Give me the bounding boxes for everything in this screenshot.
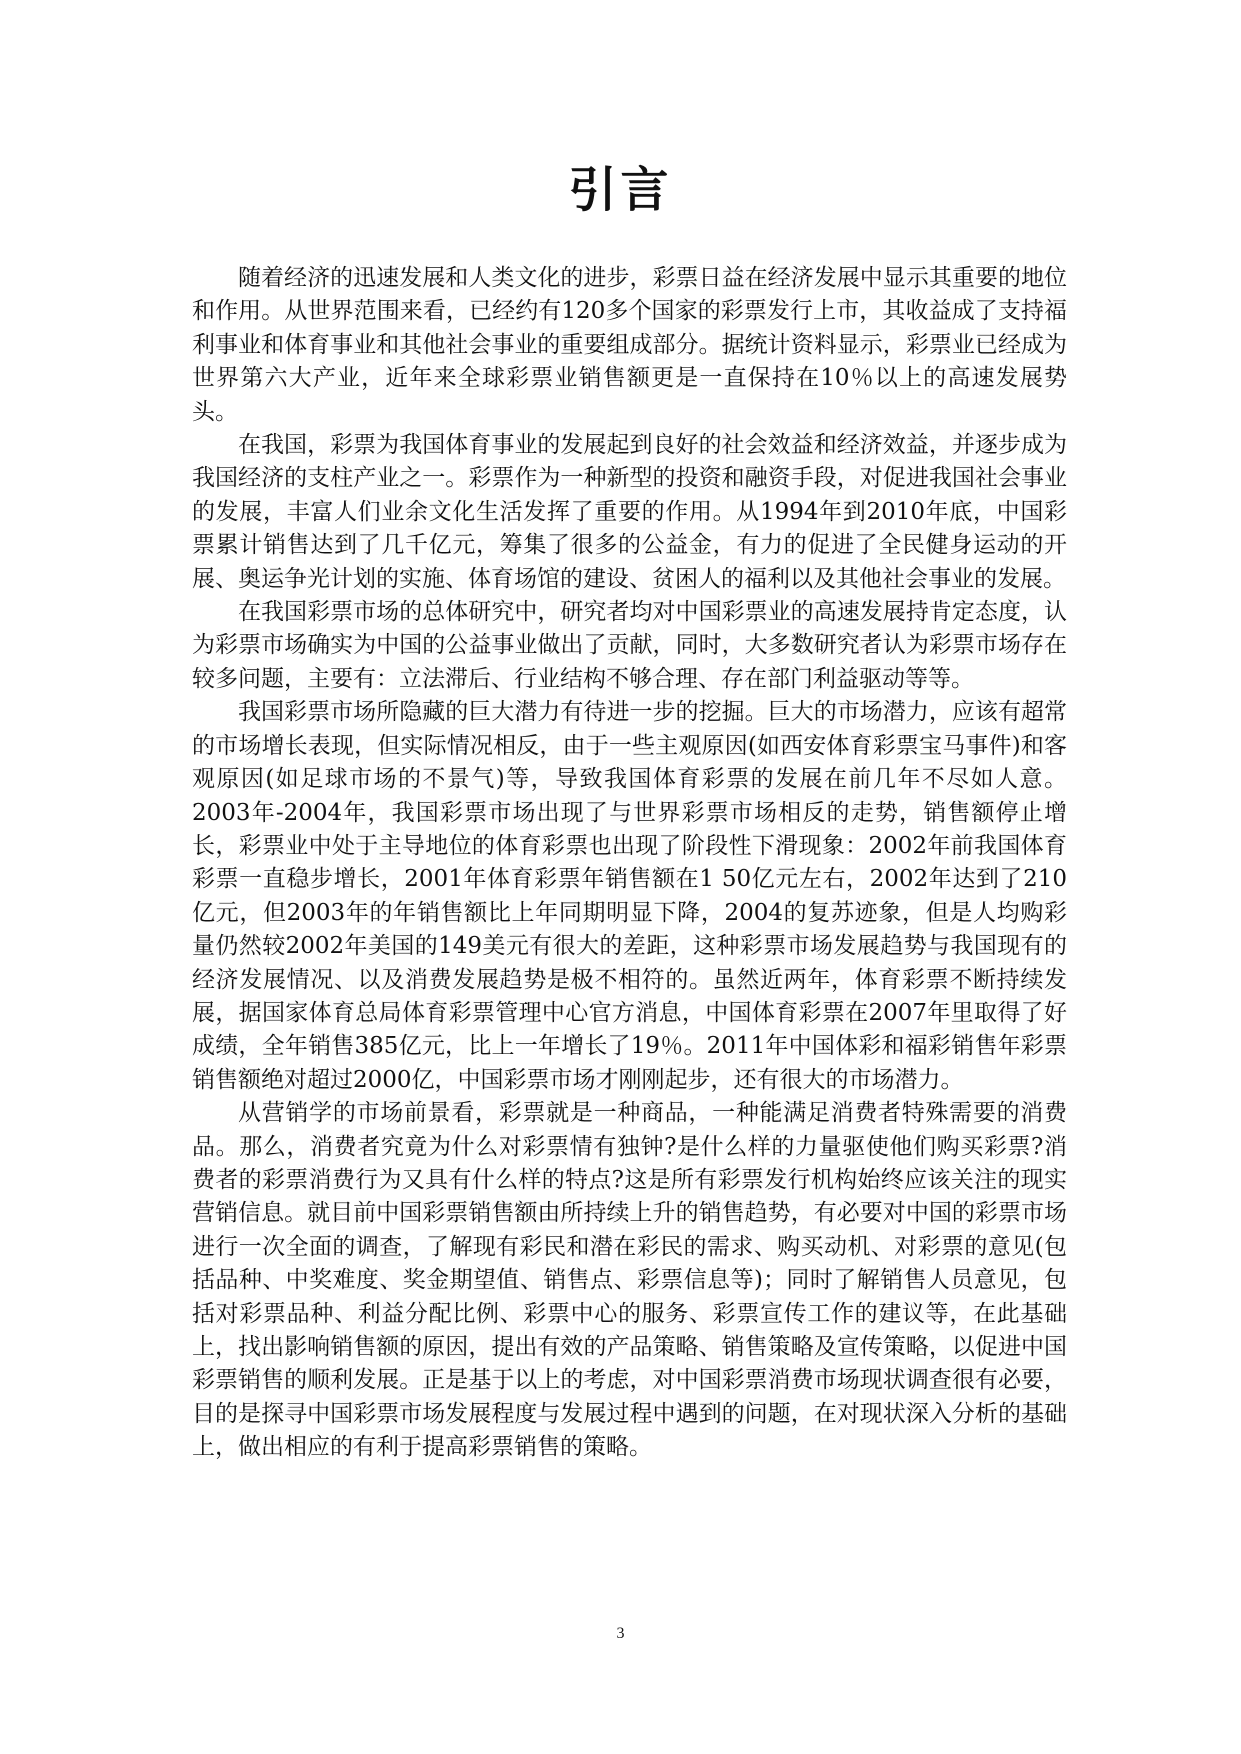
paragraph: 从营销学的市场前景看，彩票就是一种商品，一种能满足消费者特殊需要的消费品。那么，消费者究竟为什么对彩票情有独钟?是什么样的力量驱使他们购买彩票?消费者的彩票消费行为又具有什么样的特点?这是所有彩票发行机构始终应该关注的现实营销信息。就目前中国彩票销售额由所持续上升的销售趋势，有必要对中国的彩票市场进行一次全面的调查，了解现有彩民和潜在彩民的需求、购买动机、对彩票的意见(包括品种、中奖难度、奖金期望值、销售点、彩票信息等)；同时了解销售人员意见，包括对彩票品种、利益分配比例、彩票中心的服务、彩票宣传工作的建议等，在此基础上，找出影响销售额的原因，提出有效的产品策略、销售策略及宣传策略，以促进中国彩票销售的顺利发展。正是基于以上的考虑，对中国彩票消费市场现状调查很有必要，目的是探寻中国彩票市场发展程度与发展过程中遇到的问题，在对现状深入分析的基础上，做出相应的有利于提高彩票销售的策略。 — [192, 1100, 1067, 1461]
page-title: 引言 — [568, 162, 673, 218]
page-number: 3 — [616, 1625, 625, 1642]
paragraph: 在我国，彩票为我国体育事业的发展起到良好的社会效益和经济效益，并逐步成为我国经济的支柱产业之一。彩票作为一种新型的投资和融资手段，对促进我国社会事业的发展，丰富人们业余文化生活发挥了重要的作用。从1994年到2010年底，中国彩票累计销售达到了几千亿元，筹集了很多的公益金，有力的促进了全民健身运动的开展、奥运争光计划的实施、体育场馆的建设、贫困人的福利以及其他社会事业的发展。 — [192, 432, 1067, 592]
paragraph: 在我国彩票市场的总体研究中，研究者均对中国彩票业的高速发展持肯定态度，认为彩票市场确实为中国的公益事业做出了贡献，同时，大多数研究者认为彩票市场存在较多问题，主要有：立法滞后、行业结构不够合理、存在部门利益驱动等等。 — [192, 599, 1067, 692]
paragraph: 随着经济的迅速发展和人类文化的进步，彩票日益在经济发展中显示其重要的地位和作用。从世界范围来看，已经约有120多个国家的彩票发行上市，其收益成了支持福利事业和体育事业和其他社会事业的重要组成部分。据统计资料显示，彩票业已经成为世界第六大产业，近年来全球彩票业销售额更是一直保持在10％以上的高速发展势头。 — [192, 265, 1067, 425]
body-text — [192, 262, 1067, 1465]
paragraph: 我国彩票市场所隐藏的巨大潜力有待进一步的挖掘。巨大的市场潜力，应该有超常的市场增长表现，但实际情况相反，由于一些主观原因(如西安体育彩票宝马事件)和客观原因(如足球市场的不景气)等，导致我国体育彩票的发展在前几年不尽如人意。2003年-2004年，我国彩票市场出现了与世界彩票市场相反的走势，销售额停止增长，彩票业中处于主导地位的体育彩票也出现了阶段性下滑现象：2002年前我国体育彩票一直稳步增长，2001年体育彩票年销售额在1 50亿元左右，2002年达到了210亿元，但2003年的年销售额比上年同期明显下降，2004的复苏迹象，但是人均购彩量仍然较2002年美国的149美元有很大的差距，这种彩票市场发展趋势与我国现有的经济发展情况、以及消费发展趋势是极不相符的。虽然近两年，体育彩票不断持续发展，据国家体育总局体育彩票管理中心官方消息，中国体育彩票在2007年里取得了好成绩，全年销售385亿元，比上一年增长了19％。2011年中国体彩和福彩销售年彩票销售额绝对超过2000亿，中国彩票市场才刚刚起步，还有很大的市场潜力。 — [192, 699, 1067, 1093]
